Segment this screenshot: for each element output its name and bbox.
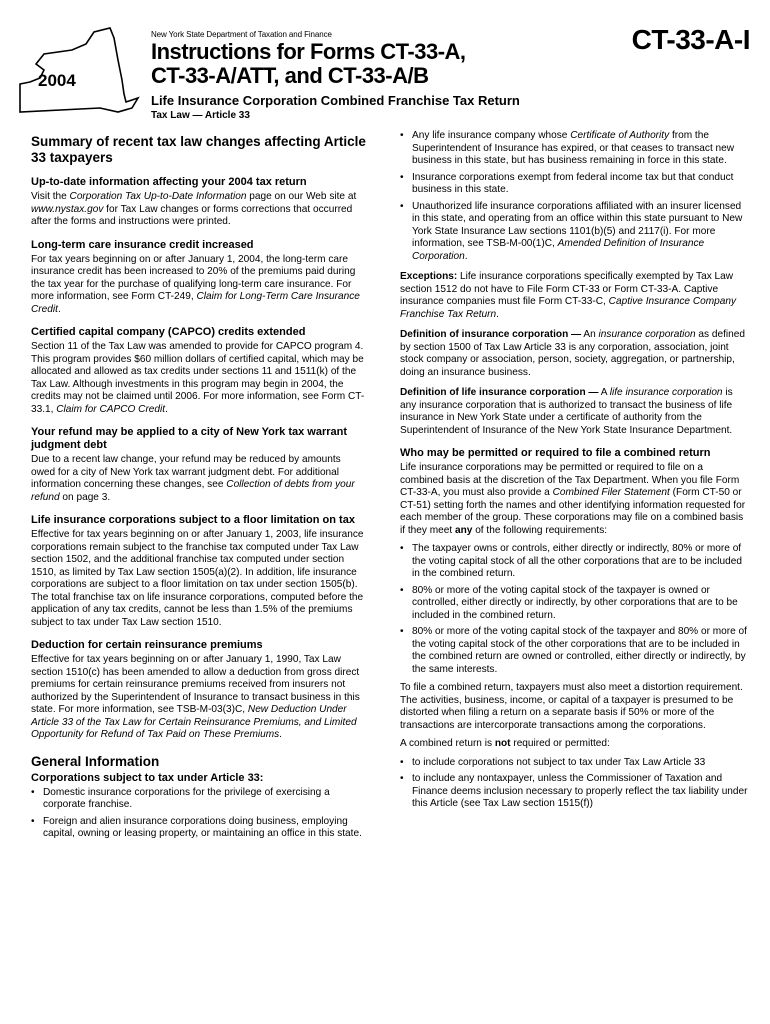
ltc-text: For tax years beginning on or after January 1, 2004, the long-term care insurance credit has been increased to 20% of the premiums paid during the tax year for the purchase of qualifying long-term care insurance. For more information, see Form CT-249, Claim for Long-Term Care Insurance Credit. <box>31 253 360 315</box>
form-id: CT-33-A-I <box>631 24 750 55</box>
list-item: • to include any nontaxpayer, unless the Commissioner of Taxation and Finance deems inclusion necessary to properly reflect the tax liability under this Article (see Tax Law section 1515(f)) <box>400 773 748 811</box>
tax-law-reference: Tax Law — Article 33 <box>151 110 250 121</box>
reinsurance-heading: Deduction for certain reinsurance premiums <box>31 639 263 651</box>
reinsurance-text: Effective for tax years beginning on or after January 1, 1990, Tax Law section 1510(c) has been amended to allow a deduction from gross direct premiums for certain reinsurance premiums received from insurers not authorized by the Superintendent of Insurance to transact business in this state. For more information, see TSB-M-03(3)C, New Deduction Under Article 33 of the Tax Law for Certain Reinsurance Premiums, and Limited Opportunity for Refund of Tax Paid on These Premiums. <box>31 654 360 740</box>
refund-text: Due to a recent law change, your refund may be reduced by amounts owed for a city of New York tax warrant judgment debt. For additional information concerning these changes, see Collection of debts from your refund on page 3. <box>31 454 355 503</box>
capco-text: Section 11 of the Tax Law was amended to provide for CAPCO program 4. This program provides $60 million dollars of certified capital, which may be allocated and allowed as tax credits under sections 11 and 1511(k) of the Tax Law. Although investments in this program may begin in 2004, the credits may not be claimed until 2006. For more information, see Form CT-33.1, Claim for CAPCO Credit. <box>31 341 365 415</box>
list-item: • Foreign and alien insurance corporations doing business, employing capital, owning or leasing property, or maintaining an office in this state. <box>31 816 367 841</box>
list-item: • Domestic insurance corporations for the privilege of exercising a corporate franchise. <box>31 787 367 812</box>
list-item: • The taxpayer owns or controls, either directly or indirectly, 80% or more of the voting capital stock of all the other corporations that are to be included in the combined return. <box>400 543 748 581</box>
uptodate-text: Visit the Corporation Tax Up-to-Date Information page on our Web site at www.nystax.gov for Tax Law changes or forms corrections that occurred after the forms and instructions were printed. <box>31 191 357 227</box>
definition-life-insurance-corp: Definition of life insurance corporation — A life insurance corporation is any insurance corporation that is authorized to transact the business of life insurance in New York State under a certificate of authority from the Superintendent of Insurance of the New York State Insurance Department. <box>400 387 733 436</box>
summary-heading: Summary of recent tax law changes affecting Article 33 taxpayers <box>31 134 366 165</box>
left-column <box>31 130 367 847</box>
right-column <box>400 130 748 817</box>
list-item: • Any life insurance company whose Certificate of Authority from the Superintendent of Insurance has expired, or that ceases to transact new business in this state, but has business remaining in force in this state. <box>400 130 748 168</box>
list-item: • Insurance corporations exempt from federal income tax but that conduct business in this state. <box>400 172 748 197</box>
distortion-text: To file a combined return, taxpayers must also meet a distortion requirement. The activities, business, income, or capital of a taxpayer is presumed to be distorted when filing a return on a separate basis if 50% or more of the transactions are intercorporate transactions among the corporations. <box>400 682 743 731</box>
logo-year: 2004 <box>38 71 76 90</box>
ltc-heading: Long-term care insurance credit increased <box>31 238 254 251</box>
uptodate-heading: Up-to-date information affecting your 2004 tax return <box>31 176 307 188</box>
not-required-text: A combined return is not required or permitted: <box>400 738 610 749</box>
corps-list <box>31 787 367 841</box>
not-required-list <box>400 757 748 811</box>
new-york-state-map-logo <box>14 24 144 116</box>
taxable-corps-continued-list <box>400 130 748 263</box>
page-subtitle: Life Insurance Corporation Combined Franchise Tax Return <box>151 93 520 108</box>
corps-heading: Corporations subject to tax under Article 33: <box>31 771 264 784</box>
floor-text: Effective for tax years beginning on or after January 1, 2003, life insurance corporations remain subject to the franchise tax computed under Tax Law section 1502, and the additional franchise tax computed under section 1510, as limited by Tax Law section 1505(a)(2). In addition, life insurance corporations are subject to a floor limitation on tax under section 1505(b). The total franchise tax on life insurance corporations, computed before the application of any tax credits, cannot be less than 1.5% of the premiums subject to tax under Tax Law section 1510. <box>31 529 364 628</box>
refund-heading: Your refund may be applied to a city of New York tax warrant judgment debt <box>31 426 348 451</box>
page-title <box>151 40 466 88</box>
general-info-heading: General Information <box>31 753 160 769</box>
floor-heading: Life insurance corporations subject to a floor limitation on tax <box>31 514 355 526</box>
department-name: New York State Department of Taxation and Finance <box>151 30 332 39</box>
requirements-list <box>400 543 748 676</box>
capco-heading: Certified capital company (CAPCO) credits extended <box>31 326 306 338</box>
list-item: • Unauthorized life insurance corporations affiliated with an insurer licensed in this state, and operating from an office within this state pursuant to New York State Insurance Law sections 1101(b)(5) and 2117(i). For more information, see TSB-M-00(1)C, Amended Definition of Insurance Corporation. <box>400 201 748 264</box>
exceptions-text: Exceptions: Life insurance corporations specifically exempted by Tax Law section 1512 do not have to File Form CT-33 or Form CT-33-A. Captive insurance companies must file Form CT-33-C, Captive Insurance Company Franchise Tax Return. <box>400 271 737 320</box>
form-header <box>0 0 770 130</box>
title-line-2: CT-33-A/ATT, and CT-33-A/B <box>151 63 429 88</box>
list-item: • to include corporations not subject to tax under Tax Law Article 33 <box>400 757 748 770</box>
combined-return-text: Life insurance corporations may be permitted or required to file on a combined basis at the discretion of the Tax Department. When you file Form CT-33-A, you must also provide a Combined Filer Statement (Form CT-50 or CT-51) setting forth the names and other identifying information requested for each member of the group. These corporations may file on a combined basis if they meet any of the following requirements: <box>400 462 746 536</box>
definition-insurance-corp: Definition of insurance corporation — An insurance corporation as defined by section 1500 of Tax Law Article 33 is any corporation, association, joint stock company or association, person, society, aggregation, or partnership, doing an insurance business. <box>400 329 746 378</box>
title-line-1: Instructions for Forms CT-33-A, <box>151 39 466 64</box>
list-item: • 80% or more of the voting capital stock of the taxpayer is owned or controlled, either directly or indirectly, by other corporations that are to be included in the combined return. <box>400 585 748 623</box>
list-item: • 80% or more of the voting capital stock of the taxpayer and 80% or more of the voting capital stock of the other corporations that are to be included in the combined return are owned or controlled, either directly or indirectly, by the same interests. <box>400 626 748 676</box>
combined-return-heading: Who may be permitted or required to file a combined return <box>400 447 711 459</box>
